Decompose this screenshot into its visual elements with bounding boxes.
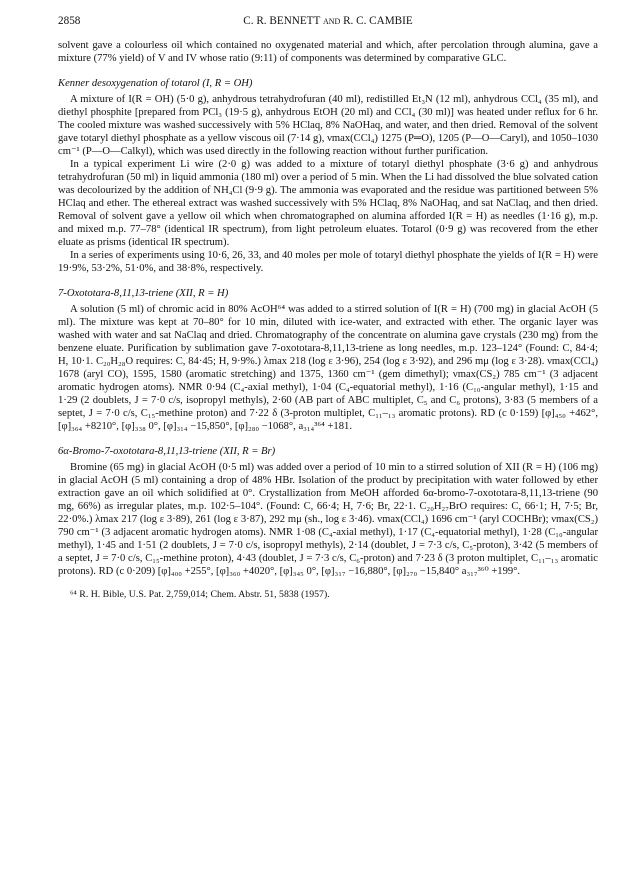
section-heading-oxototaratriene: 7-Oxototara-8,11,13-triene (XII, R = H) — [58, 288, 229, 299]
kenner-paragraph-3: In a series of experiments using 10·6, 26, 33, and 40 moles per mole of totaryl diethyl phosphate the yields of I(R = H) were 19·9%, 53·2%, 51·0%, and 38·8%, respectively. — [58, 250, 598, 274]
journal-page — [58, 14, 598, 601]
oxototaratriene-paragraph: A solution (5 ml) of chromic acid in 80% AcOH⁶⁴ was added to a stirred solution of I(R = H) (700 mg) in glacial AcOH (5 ml). The mixture was kept at 70–80° for 10 min, diluted with ice-water, and extracted with ether. The organic layer was washed with water and sat NaClaq and dried. Chromatography of the concentrate on alumina gave crystals (230 mg) from the benzene eluate. Purification by sublimation gave 7-oxototara-8,11,13-triene as long needles, m.p. 123–124° (Found: C, 84·4; H, 10·1. C₂₀H₂₈O requires: C, 84·45; H, 9·9%.) λmax 218 (log ε 3·96), 254 (log ε 3·92), and 296 mμ (log ε 3·28). νmax(CCl₄) 1678 (aryl CO), 1595, 1580 (aromatic stretching) and 1375, 1360 cm⁻¹ (gem dimethyl); νmax(CS₂) 785 cm⁻¹ (3 adjacent aromatic hydrogen atoms). NMR 0·94 (C₄-axial methyl), 1·04 (C₄-equatorial methyl), 1·16 (C₁₀-angular methyl), 1·15 and 1·29 (2 doublets, J = 7·0 c/s, isopropyl methyls), 2·60 (AB part of ABC multiplet, C₅ and C₆ protons), 3·83 (5 members of a septet, J = 7·0 c/s, C₁₅-methine proton) and 7·22 δ (3-proton multiplet, C₁₁–₁₃ aromatic protons). RD (c 0·159) [φ]₄₅₀ +462°, [φ]₃₆₄ +8210°, [φ]₃₃₈ 0°, [φ]₃₁₄ −15,850°, [φ]₂₈₀ −1068°, a₃₁₄³⁶⁴ +181. — [58, 304, 598, 432]
kenner-paragraph-1: A mixture of I(R = OH) (5·0 g), anhydrous tetrahydrofuran (40 ml), redistilled Et₃N (12 ml), anhydrous CCl₄ (35 ml), and diethyl phosphite [prepared from PCl₃ (19·5 g), anhydrous EtOH (20 ml) and CCl₄ (30 ml)] was heated under reflux for 6 hr. The cooled mixture was washed successively with 5% HClaq, 8% NaOHaq, and water, and then dried. Removal of the solvent gave totaryl diethyl phosphate as a yellow viscous oil (7·14 g), νmax(CCl₄) 1275 (P═O), 1205 (P—O—Caryl), and 1050–1030 cm⁻¹ (P—O—Calkyl), which was used directly in the following reaction without further purification. — [58, 94, 598, 157]
footnote: ⁶⁴ R. H. Bible, U.S. Pat. 2,759,014; Chem. Abstr. 51, 5838 (1957). — [70, 589, 330, 600]
kenner-paragraph-2: In a typical experiment Li wire (2·0 g) was added to a mixture of totaryl diethyl phosphate (3·6 g) and anhydrous tetrahydrofuran (50 ml) in liquid ammonia (180 ml) over a period of 5 min. When the Li had dissolved the blue solvated cation was decolourized by the addition of NH₄Cl (9·9 g). The ammonia was evaporated and the residue was partitioned between 5% HClaq and ether. The ethereal extract was washed successively with 5% HClaq, 8% NaOHaq, and sat NaClaq, and then dried. Removal of solvent gave a yellow oil which when chromatographed on alumina afforded I(R = H) as needles (1·16 g), m.p. and mixed m.p. 77–78° (identical IR spectrum), from light petroleum eluates. Totarol (0·9 g) was recovered from the ether eluate as prisms (identical IR spectrum). — [58, 159, 598, 248]
page-number: 2858 — [58, 15, 81, 27]
bromo-oxototaratriene-paragraph: Bromine (65 mg) in glacial AcOH (0·5 ml) was added over a period of 10 min to a stirred solution of XII (R = H) (106 mg) in glacial AcOH (5 ml) containing a drop of 48% HBr. Isolation of the product by precipitation with water followed by ether extraction gave an oil which solidified at 0°. Crystallization from MeOH afforded 6α-bromo-7-oxototara-8,11,13-triene (90 mg, 66%) as irregular plates, m.p. 102·5–104°. (Found: C, 66·4; H, 7·6; Br, 22·1. C₂₀H₂₇BrO requires: C, 66·1; H, 7·5; Br, 22·0%.) λmax 217 (log ε 3·89), 261 (log ε 3·87), 292 mμ (sh., log ε 3·46). νmax(CCl₄) 1696 cm⁻¹ (aryl COCHBr); νmax(CS₂) 790 cm⁻¹ (3 adjacent aromatic hydrogen atoms). NMR 1·08 (C₄-axial methyl), 1·17 (C₄-equatorial methyl), 1·28 (C₁₀-angular methyl), 1·45 and 1·51 (2 doublets, J = 7·0 c/s, isopropyl methyls), 2·14 (doublet, J = 7·3 c/s, C₅-proton), 3·42 (5 members of a septet, J = 7·0 c/s, C₁₅-methine proton), 4·43 (doublet, J = 7·3 c/s, C₆-proton) and 7·23 δ (3 proton multiplet, C₁₁–₁₃ aromatic protons). RD (c 0·209) [φ]₄₀₀ +255°, [φ]₃₆₀ +4020°, [φ]₃₄₅ 0°, [φ]₃₁₇ −16,880°, [φ]₂₇₀ −15,840° a₃₁₇³⁶⁰ +199°. — [58, 462, 598, 577]
intro-paragraph: solvent gave a colourless oil which contained no oxygenated material and which, after percolation through alumina, gave a mixture (77% yield) of V and IV whose ratio (9:11) of components was determined by comparative GLC. — [58, 40, 598, 64]
running-head-authors: C. R. BENNETT and R. C. CAMBIE — [243, 15, 413, 27]
section-heading-bromo-oxototaratriene: 6α-Bromo-7-oxototara-8,11,13-triene (XII, R = Br) — [58, 446, 276, 457]
page-header — [58, 14, 598, 28]
section-heading-kenner: Kenner desoxygenation of totarol (I, R = OH) — [58, 78, 253, 89]
